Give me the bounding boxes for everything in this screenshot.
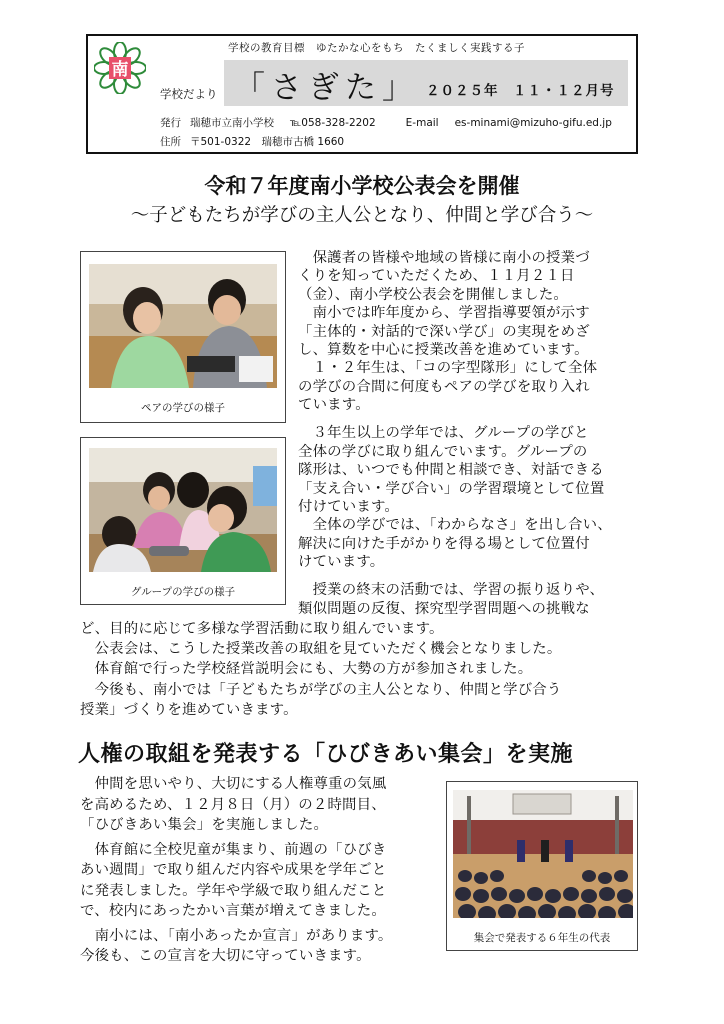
- article1-line: 類似問題の反復、探究型学習問題への挑戦な: [298, 601, 590, 617]
- article2-line: 仲間を思いやり、大切にする人権尊重の気風: [80, 776, 387, 792]
- assembly-photo: [453, 790, 633, 918]
- pair-learning-photo-frame: [80, 251, 286, 423]
- article1-line: けています。: [298, 554, 385, 570]
- article2-title: 人権の取組を発表する「ひびきあい集会」を実施: [78, 742, 574, 767]
- pair-learning-caption: ペアの学びの様子: [141, 402, 225, 414]
- group-learning-photo: [89, 448, 277, 572]
- emblem-char: 南: [111, 60, 129, 80]
- address-value: 〒501-0322 瑞穂市古橋 1660: [190, 136, 345, 148]
- article1-line: ど、目的に応じて多様な学習活動に取り組んでいます。: [80, 621, 444, 637]
- article1-line: 授業」づくりを進めていきます。: [80, 702, 298, 718]
- group-learning-caption: グループの学びの様子: [130, 586, 236, 598]
- assembly-caption: 集会で発表する６年生の代表: [473, 932, 611, 944]
- article1-line: 解決に向けた手がかりを得る場として位置付: [298, 536, 590, 552]
- assembly-photo-frame: [446, 781, 638, 951]
- article2-line: を高めるため、１２月８日（月）の２時間目、: [80, 797, 386, 813]
- article2-line: に発表しました。学年や学級で取り組んだこと: [80, 883, 387, 899]
- article1-line: 付けています。: [298, 499, 399, 515]
- article1-line: し、算数を中心に授業改善を進めています。: [298, 342, 589, 358]
- article1-line: 今後も、南小では「子どもたちが学びの主人公となり、仲間と学び合う: [80, 682, 562, 698]
- newsletter-label: 学校だより: [160, 87, 218, 101]
- article1-line: 保護者の皆様や地域の皆様に南小の授業づ: [298, 250, 590, 266]
- article1-line: ３年生以上の学年では、グループの学びと: [298, 425, 589, 441]
- group-learning-photo-frame: [80, 437, 286, 605]
- email-address[interactable]: es-minami@mizuho-gifu.ed.jp: [454, 117, 612, 129]
- article2-line: で、校内にあったかい言葉が増えてきました。: [80, 903, 386, 919]
- article1-line: 「支え合い・学び合い」の学習環境として位置: [298, 481, 605, 497]
- article1-title: 令和７年度南小学校公表会を開催: [204, 174, 520, 198]
- article1-line: 南小では昨年度から、学習指導要領が示す: [298, 305, 590, 321]
- article2-line: 南小には、「南小あったか宣言」があります。: [80, 928, 393, 944]
- article1-line: 全体の学びに取り組んでいます。グループの: [298, 444, 588, 460]
- email-label: E-mail: [405, 117, 439, 129]
- article2-line: 「ひびきあい集会」を実施しました。: [80, 817, 329, 833]
- pair-learning-photo: [89, 264, 277, 388]
- address-row: [160, 134, 344, 149]
- article1-line: 全体の学びでは、「わからなさ」を出し合い、: [298, 517, 612, 533]
- article2-line: あい週間」で取り組んだ内容や成果を学年ごと: [80, 862, 387, 878]
- article1-line: （金）、南小学校公表会を開催しました。: [298, 287, 569, 303]
- article2-line: 体育館に全校児童が集まり、前週の「ひびき: [80, 842, 387, 858]
- article1-line: くりを知っていただくため、１１月２１日: [298, 268, 575, 284]
- publisher-row: [160, 115, 612, 130]
- article2-line: 今後も、この宣言を大切に守っていきます。: [80, 948, 371, 964]
- article1-line: ています。: [298, 397, 370, 413]
- article1-line: 授業の終末の活動では、学習の振り返りや、: [298, 582, 605, 598]
- address-label: 住所: [160, 136, 181, 148]
- article1-line: の学びの合間に何度もペアの学びを取り入れ: [298, 379, 590, 395]
- phone-number: ℡058-328-2202: [290, 117, 376, 129]
- article1-subtitle: ～子どもたちが学びの主人公となり、仲間と学び合う～: [130, 205, 594, 226]
- article1-line: 「主体的・対話的で深い学び」の実現をめざ: [298, 324, 590, 340]
- issue-date: ２０２５年 １１・１２月号: [426, 83, 615, 99]
- publisher-label: 発行: [160, 117, 181, 129]
- newsletter-title: 「さぎた」: [234, 70, 419, 106]
- publisher-name: 瑞穂市立南小学校: [190, 117, 274, 129]
- article1-line: 公表会は、こうした授業改善の取組を見ていただく機会となりました。: [80, 641, 562, 657]
- school-motto: 学校の教育目標 ゆたかな心をもち たくましく実践する子: [228, 42, 525, 54]
- newsletter-header: [86, 34, 638, 154]
- article1-line: 隊形は、いつでも仲間と相談でき、対話できる: [298, 462, 604, 478]
- school-emblem-icon: [94, 42, 146, 94]
- article1-line: １・２年生は、「コの字型隊形」にして全体: [298, 360, 598, 376]
- article1-line: 体育館で行った学校経営説明会にも、大勢の方が参加されました。: [80, 661, 533, 677]
